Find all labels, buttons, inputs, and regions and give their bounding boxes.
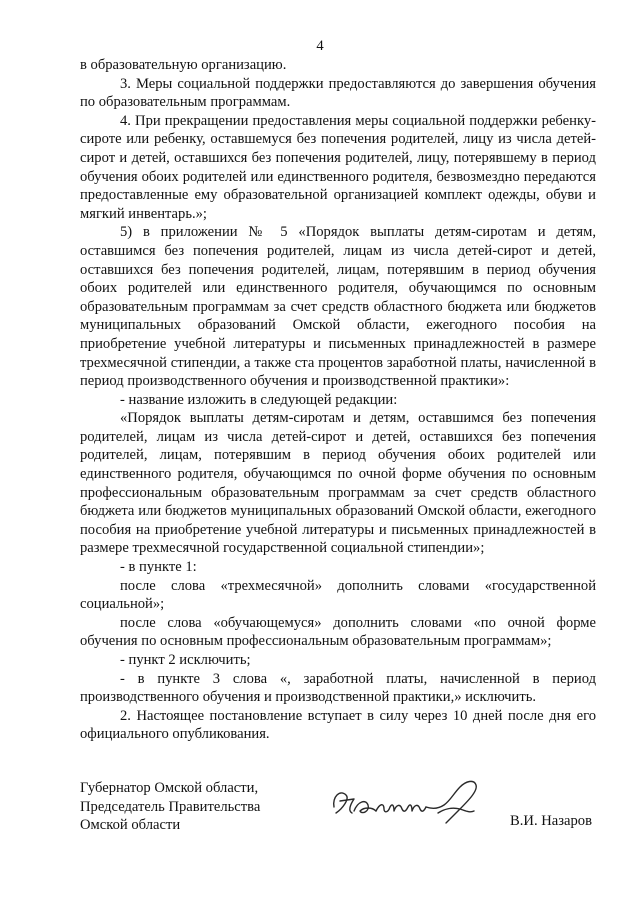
paragraph-subitem-5: 5) в приложении № 5 «Порядок выплаты детям-сиротам и детям, оставшимся без попечения родителей, лицам из числа детей-сирот и детей, оставшихся без попечения родителей, лицам, потерявшим в период обучения обоих родителей или единственного родителя, обучающимся по основным образовательным программам за счет средств областного бюджета или бюджетов муниципальных образований Омской области, ежегодного пособия на приобретение учебной литературы и письменных принадлежностей в размере трехмесячной стипендии, а также ста процентов заработной платы, начисленной в период производственного обучения и производственной практики»: <box>80 224 596 390</box>
signer-name: В.И. Назаров <box>510 813 592 829</box>
signer-title <box>80 779 340 835</box>
handwritten-signature-icon <box>320 771 500 827</box>
signature-block <box>80 779 600 843</box>
paragraph-point-1: - в пункте 1: <box>120 559 197 576</box>
page-number: 4 <box>316 38 324 54</box>
paragraph-title-change: - название изложить в следующей редакции: <box>120 391 398 408</box>
document-body <box>80 56 596 744</box>
paragraph-point-3: - в пункте 3 слова «, заработной платы, начисленной в период производственного обучения и производственной практики,» исключить. <box>80 670 596 706</box>
signer-title-line: Омской области <box>80 817 181 834</box>
paragraph-point-1-change-b: после слова «обучающемуся» дополнить словами «по очной форме обучения по основным профессиональным образовательным программам»; <box>80 614 596 650</box>
paragraph-point-1-change-a: после слова «трехмесячной» дополнить словами «государственной социальной»; <box>80 577 596 613</box>
paragraph-point-2: - пункт 2 исключить; <box>120 652 251 668</box>
signer-title-line: Председатель Правительства <box>80 798 261 815</box>
paragraph-item-4: 4. При прекращении предоставления меры социальной поддержки ребенку-сироте или ребенку, оставшемуся без попечения родителей, лицу из числа детей-сирот и детей, оставшихся без попечения родителей, лицу, потерявшему в период обучения обоих родителей или единственного родителя, безвозмездно передаются предоставленные ему образовательной организацией комплект одежды, обуви и мягкий инвентарь.»; <box>80 112 596 222</box>
paragraph-effective-date: 2. Настоящее постановление вступает в силу через 10 дней после дня его официального опубликования. <box>80 707 596 743</box>
paragraph-continuation: в образовательную организацию. <box>80 57 287 73</box>
paragraph-new-title: «Порядок выплаты детям-сиротам и детям, оставшимся без попечения родителей, лицам из числа детей-сирот и детей, оставшихся без попечения родителей, лицам, потерявшим в период обучения обоих родителей или единственного родителя, обучающимся по очной форме обучения по основным профессиональным образовательным программам за счет средств областного бюджета или бюджетов муниципальных образований Омской области, ежегодного пособия на приобретение учебной литературы и письменных принадлежностей в размере трехмесячной государственной социальной стипендии»; <box>80 410 596 557</box>
paragraph-item-3: 3. Меры социальной поддержки предоставляются до завершения обучения по образовательным программам. <box>80 75 596 111</box>
signer-title-line: Губернатор Омской области, <box>80 780 259 796</box>
